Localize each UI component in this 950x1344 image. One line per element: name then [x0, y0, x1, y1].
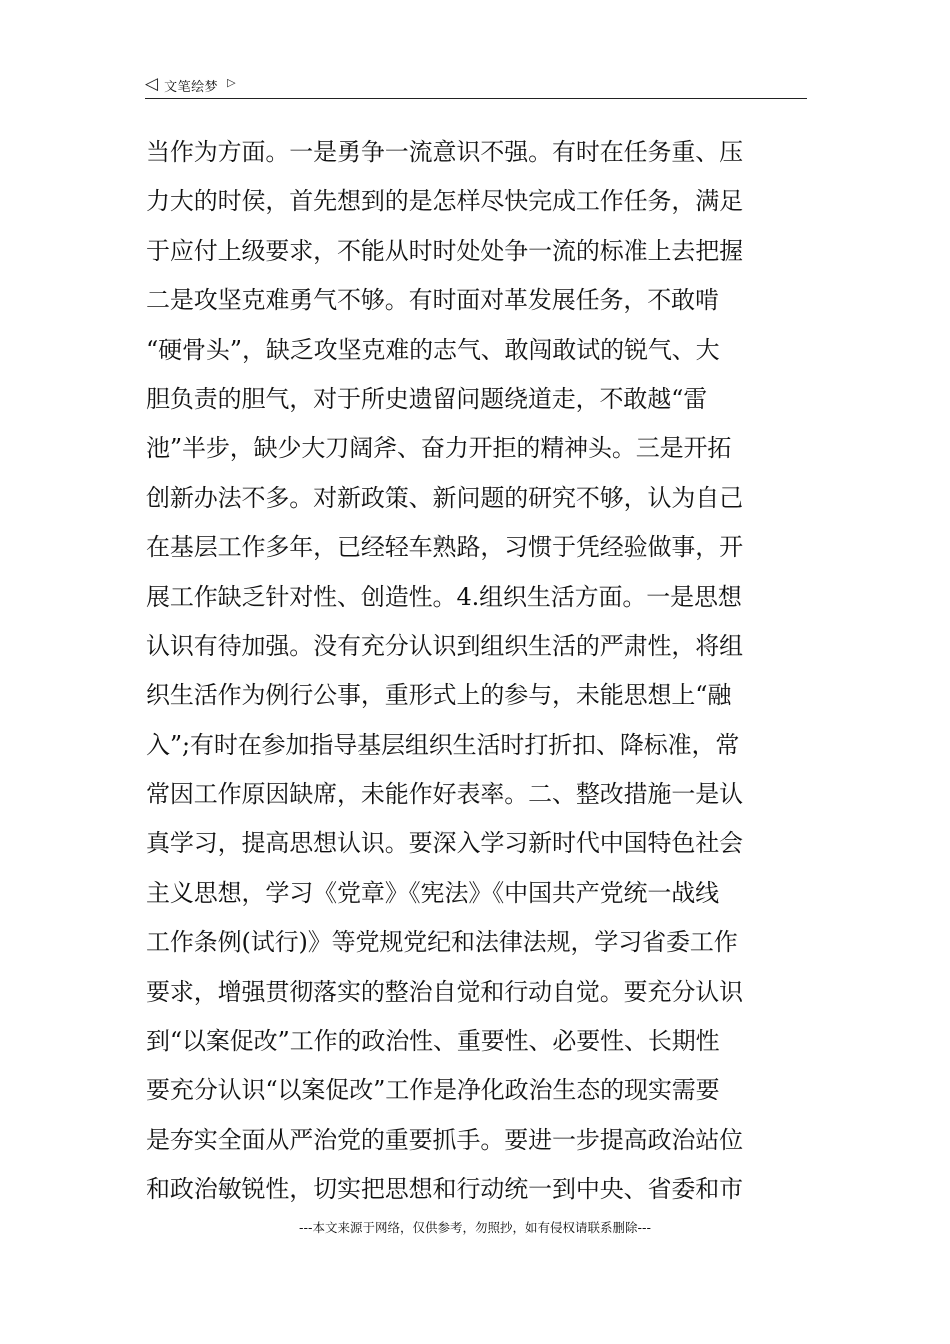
body-line: 要充分认识“以案促改”工作是净化政治生态的现实需要 — [146, 1076, 720, 1105]
body-line: 和政治敏锐性，切实把思想和行动统一到中央、省委和市 — [146, 1175, 743, 1204]
body-line: 胆负责的胆气，对于所史遗留问题绕道走，不敢越“雷 — [146, 384, 708, 413]
body-line: 织生活作为例行公事，重形式上的参与，未能思想上“融 — [146, 681, 732, 710]
body-line: 认识有待加强。没有充分认识到组织生活的严肃性，将组 — [146, 631, 743, 660]
body-line: 主义思想，学习《党章》《宪法》《中国共产党统一战线 — [146, 878, 719, 907]
triangle-right-outline-icon: ▷ — [227, 75, 236, 89]
header-brand: 文笔绘梦 — [164, 79, 219, 95]
document-body — [146, 128, 811, 1215]
body-line: 入”;有时在参加指导基层组织生活时打折扣、降标准，常 — [146, 730, 740, 759]
body-line: 在基层工作多年，已经轻车熟路，习惯于凭经验做事，开 — [146, 533, 743, 562]
page-header — [145, 72, 807, 99]
body-line: 要求，增强贯彻落实的整治自觉和行动自觉。要充分认识 — [146, 977, 743, 1006]
body-line: “硬骨头”，缺乏攻坚克难的志气、敢闯敢试的锐气、大 — [146, 335, 720, 364]
body-line: 工作条例(试行)》等党规党纪和法律法规，学习省委工作 — [146, 928, 738, 957]
body-line: 展工作缺乏针对性、创造性。4.组织生活方面。一是思想 — [146, 582, 742, 611]
body-line: 力大的时侯，首先想到的是怎样尽快完成工作任务，满足 — [146, 187, 743, 216]
body-line: 常因工作原因缺席，未能作好表率。二、整改措施一是认 — [146, 780, 743, 809]
page-footer: ---本文来源于网络，仅供参考，勿照抄，如有侵权请联系删除--- — [298, 1220, 652, 1235]
triangle-left-outline-icon: ◁ — [145, 74, 159, 94]
body-line: 真学习，提高思想认识。要深入学习新时代中国特色社会 — [146, 829, 743, 858]
body-line: 二是攻坚克难勇气不够。有时面对革发展任务，不敢啃 — [146, 286, 719, 315]
body-line: 创新办法不多。对新政策、新问题的研究不够，认为自己 — [146, 483, 743, 512]
body-line: 池”半步，缺少大刀阔斧、奋力开拒的精神头。三是开拓 — [146, 434, 732, 463]
body-line: 到“以案促改”工作的政治性、重要性、必要性、长期性 — [146, 1027, 720, 1056]
body-line: 当作为方面。一是勇争一流意识不强。有时在任务重、压 — [146, 138, 743, 166]
body-line: 是夯实全面从严治党的重要抓手。要进一步提高政治站位 — [146, 1125, 743, 1154]
body-line: 于应付上级要求，不能从时时处处争一流的标准上去把握 — [146, 236, 743, 265]
